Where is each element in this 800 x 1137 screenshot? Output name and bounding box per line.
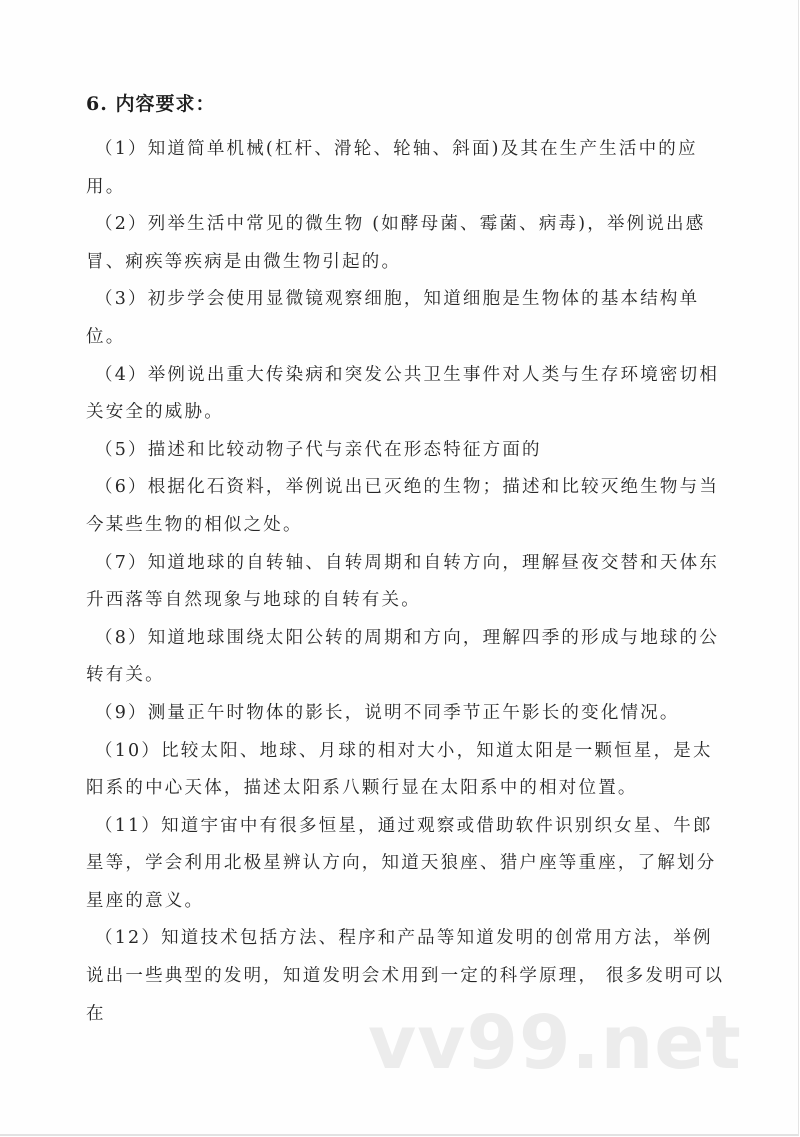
list-item: [86, 131, 726, 206]
item-text: 比较太阳、地球、月球的相对大小，知道太阳是一颗恒星，是太阳系的中心天体，描述太阳系八颗行显在太阳系中的相对位置。: [86, 740, 713, 799]
item-number: （4）: [95, 364, 148, 385]
item-number: （6）: [95, 477, 148, 498]
list-item: [86, 695, 726, 733]
section-title: 6. 内容要求：: [86, 93, 216, 115]
list-item: [86, 808, 726, 921]
item-text: 初步学会使用显微镜观察细胞，知道细胞是生物体的基本结构单位。: [86, 289, 700, 347]
watermark: vv99.net: [368, 1000, 742, 1086]
item-number: （8）: [95, 627, 148, 648]
list-item: [86, 469, 726, 544]
item-text: 描述和比较动物子代与亲代在形态特征方面的: [147, 439, 542, 460]
item-text: 测量正午时物体的影长，说明不同季节正午影长的变化情况。: [147, 702, 680, 723]
item-text: 举例说出重大传染病和突发公共卫生事件对人类与生存环境密切相关安全的威胁。: [86, 364, 720, 423]
list-item: [86, 357, 726, 432]
item-text: 知道地球的自转轴、自转周期和自转方向，理解昼夜交替和天体东升西落等自然现象与地球的自转有关。: [86, 552, 720, 611]
item-text: 知道地球围绕太阳公转的周期和方向，理解四季的形成与地球的公转有关。: [86, 627, 720, 686]
list-item: [86, 620, 726, 695]
item-number: （2）: [95, 214, 148, 235]
item-number: （3）: [95, 289, 148, 310]
list-item: [86, 920, 726, 1033]
item-number: （5）: [95, 439, 148, 460]
item-text: 知道宇宙中有很多恒星，通过观察或借助软件识别织女星、牛郎星等，学会利用北极星辨认方向，知道天狼座、猎户座等重座，了解划分星座的意义。: [86, 815, 717, 911]
requirements-list: [86, 131, 726, 1033]
item-number: （7）: [95, 552, 148, 573]
item-number: （10）: [95, 740, 162, 761]
item-number: （9）: [95, 702, 148, 723]
item-text: 根据化石资料，举例说出已灭绝的生物；描述和比较灭绝生物与当今某些生物的相似之处。: [86, 477, 720, 535]
item-text: 列举生活中常见的微生物 (如酵母菌、霉菌、病毒)，举例说出感冒、痢疾等疾病是由微生物引起的。: [86, 214, 706, 272]
item-number: （1）: [95, 139, 148, 159]
item-number: （11）: [95, 815, 162, 836]
list-item: [86, 281, 726, 356]
list-item: [86, 733, 726, 808]
item-number: （12）: [95, 928, 162, 949]
item-text: 知道技术包括方法、程序和产品等知道发明的创常用方法，举例说出一些典型的发明，知道发明会术用到一定的科学原理， 很多发明可以在: [86, 928, 725, 1024]
list-item: [86, 206, 726, 281]
list-item: [86, 432, 726, 470]
list-item: [86, 545, 726, 620]
item-text: 知道简单机械(杠杆、滑轮、轮轴、斜面)及其在生产生活中的应用。: [86, 139, 698, 197]
